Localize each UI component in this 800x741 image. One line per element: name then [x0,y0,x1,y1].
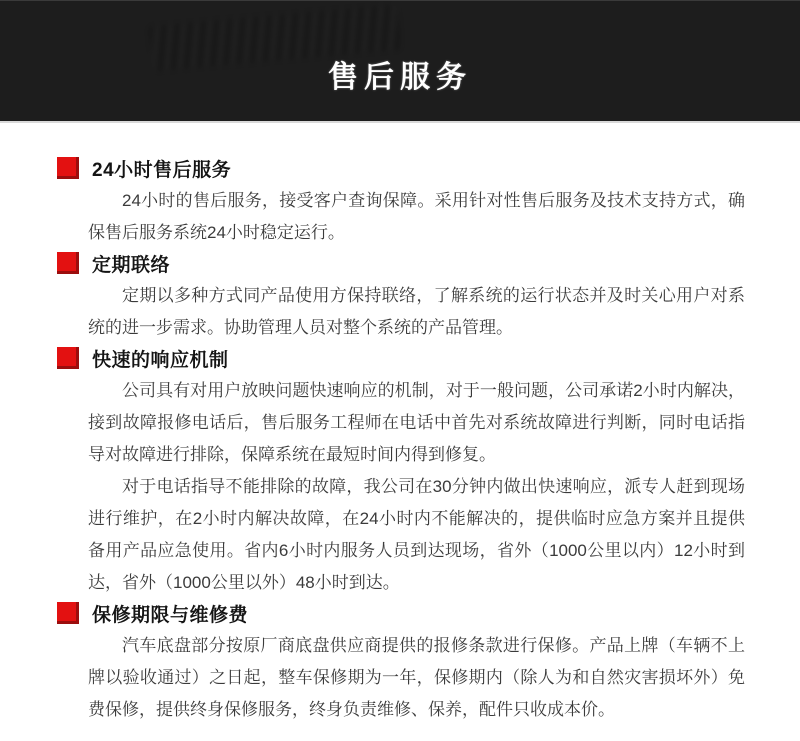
section-heading: 快速的响应机制 [92,349,229,371]
section-paragraph: 定期以多种方式同产品使用方保持联络，了解系统的运行状态并及时关心用户对系统的进一步需求。协助管理人员对整个系统的产品管理。 [88,286,745,337]
service-content [0,123,800,726]
red-square-icon [57,157,79,179]
header-band [0,0,800,123]
section-paragraph: 对于电话指导不能排除的故障，我公司在30分钟内做出快速响应，派专人赶到现场进行维护，在2小时内解决故障，在24小时内不能解决的，提供临时应急方案并且提供备用产品应急使用。省内6小时内服务人员到达现场，省外（1000公里以内）12小时到达，省外（1000公里以外）48小时到达。 [88,477,745,592]
section-heading: 定期联络 [92,254,171,276]
page-title: 售后服务 [328,61,472,94]
section-warranty [88,601,745,726]
red-square-icon [57,252,79,274]
section-regular-contact [88,251,745,344]
section-heading-row [57,601,745,625]
section-24h-service [88,156,745,249]
red-square-icon [57,602,79,624]
section-heading-row [57,251,745,275]
red-square-icon [57,347,79,369]
section-paragraph: 24小时的售后服务，接受客户查询保障。采用针对性售后服务及技术支持方式，确保售后服务系统24小时稳定运行。 [88,191,745,242]
section-heading: 24小时售后服务 [92,159,232,181]
section-heading: 保修期限与维修费 [92,604,249,626]
section-heading-row [57,346,745,370]
section-heading-row [57,156,745,180]
section-paragraph: 公司具有对用户放映问题快速响应的机制，对于一般问题，公司承诺2小时内解决，接到故障报修电话后，售后服务工程师在电话中首先对系统故障进行判断，同时电话指导对故障进行排除，保障系统在最短时间内得到修复。 [88,381,745,464]
section-rapid-response [88,346,745,599]
section-paragraph: 汽车底盘部分按原厂商底盘供应商提供的报修条款进行保修。产品上牌（车辆不上牌以验收通过）之日起，整车保修期为一年，保修期内（除人为和自然灾害损坏外）免费保修，提供终身保修服务，终身负责维修、保养，配件只收成本价。 [88,636,745,719]
